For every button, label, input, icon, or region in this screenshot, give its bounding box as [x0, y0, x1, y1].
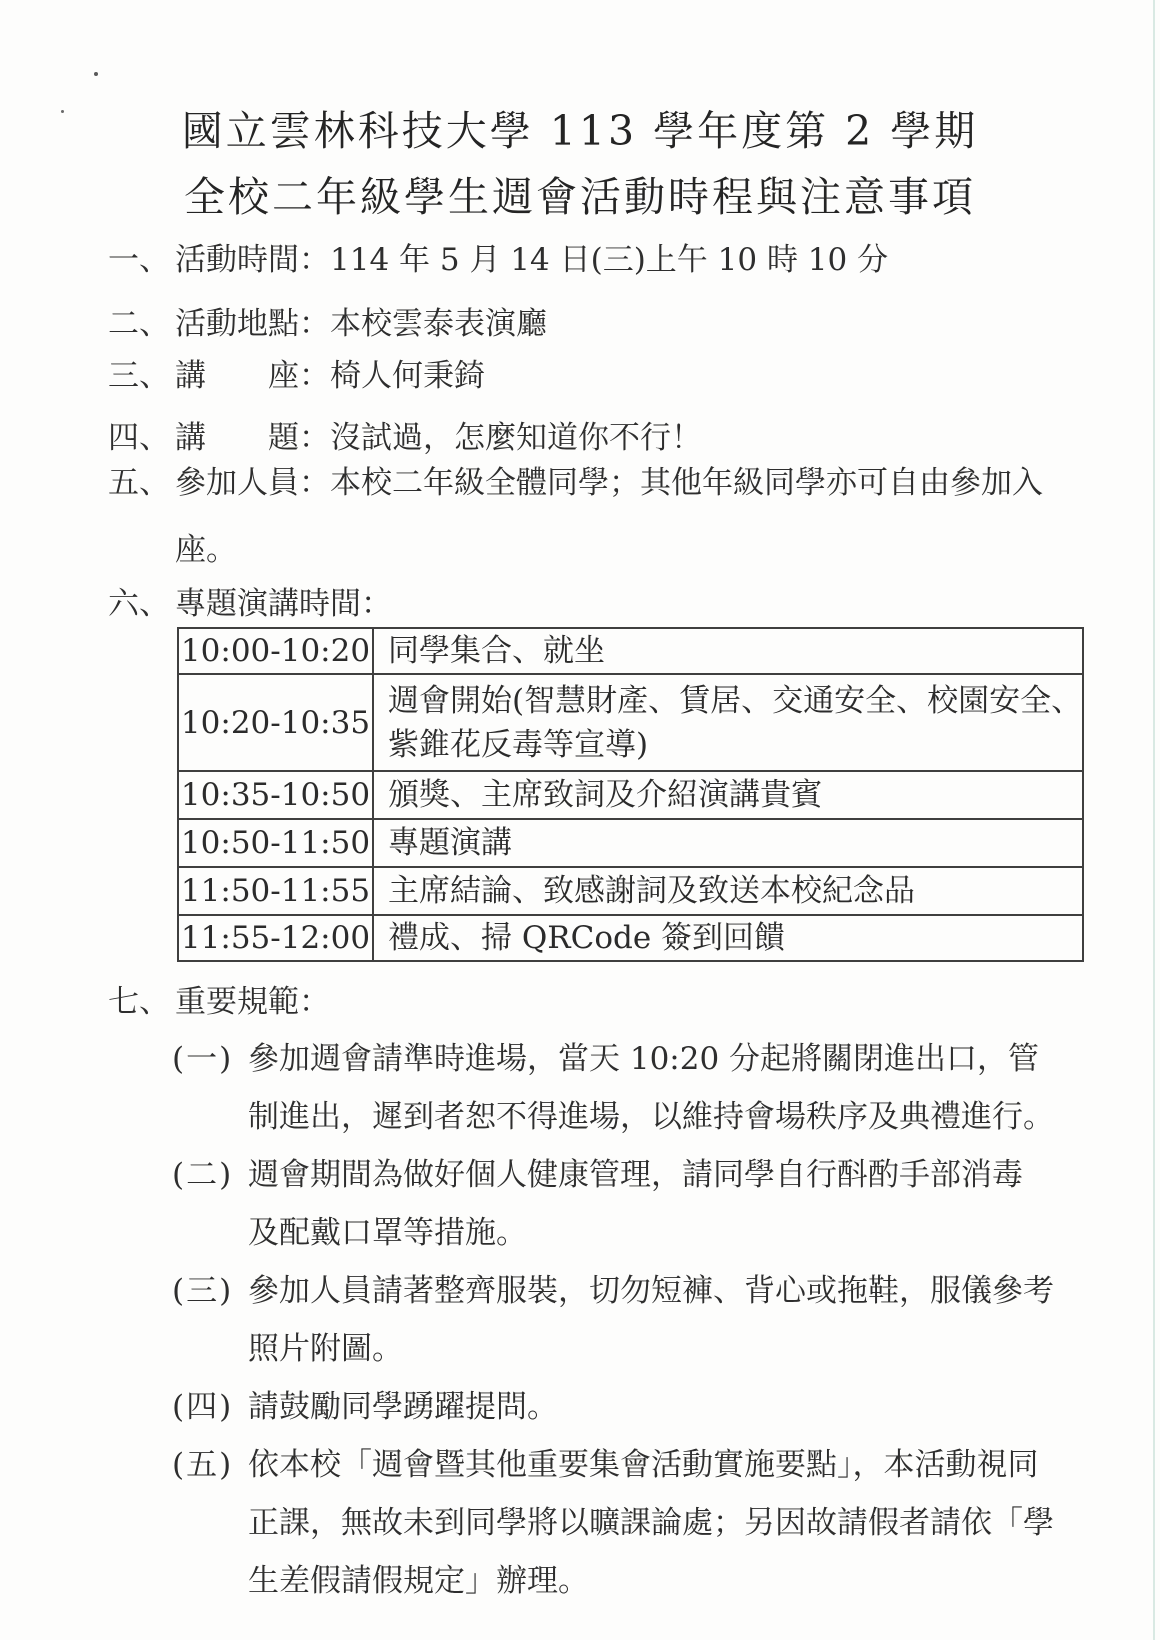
table-row	[178, 915, 1083, 961]
rule-text-line: 依本校「週會暨其他重要集會活動實施要點」，本活動視同	[248, 1447, 1039, 1483]
item-text: 活動時間：114 年 5 月 14 日(三)上午 10 時 10 分	[175, 242, 889, 278]
document-title	[0, 98, 1160, 230]
table-row	[178, 867, 1083, 915]
schedule-time: 10:35-10:50	[178, 771, 373, 819]
schedule-time: 11:55-12:00	[178, 915, 373, 961]
rule-item	[172, 1262, 1057, 1378]
schedule-desc: 同學集合、就坐	[373, 628, 1083, 674]
table-row	[178, 628, 1083, 674]
item-text: 專題演講時間：	[175, 586, 392, 622]
rule-item	[172, 1030, 1057, 1146]
title-line-2: 全校二年級學生週會活動時程與注意事項	[184, 173, 976, 221]
item-number: 二、	[108, 306, 170, 342]
rule-text-line: 請鼓勵同學踴躍提問。	[248, 1389, 558, 1425]
item-text-line: 座。	[175, 532, 237, 568]
item-participants	[108, 450, 1068, 584]
item-number: 五、	[108, 465, 170, 501]
rule-number: (四)	[172, 1389, 234, 1425]
item-text-line: 參加人員：本校二年級全體同學；其他年級同學亦可自由參加入	[175, 465, 1043, 501]
schedule-time: 10:50-11:50	[178, 819, 373, 867]
item-text: 講 座：椅人何秉錡	[175, 358, 485, 394]
schedule-time: 11:50-11:55	[178, 867, 373, 915]
rule-text-line: 週會期間為做好個人健康管理，請同學自行酙酌手部消毒	[248, 1157, 1023, 1193]
rule-text-line: 參加人員請著整齊服裝，切勿短褲、背心或拖鞋，服儀參考	[248, 1273, 1054, 1309]
rule-text-line: 生差假請假規定」辦理。	[248, 1563, 589, 1599]
item-number: 三、	[108, 358, 170, 394]
schedule-desc: 頒獎、主席致詞及介紹演講貴賓	[373, 771, 1083, 819]
rule-text-line: 制進出，遲到者恕不得進場，以維持會場秩序及典禮進行。	[248, 1099, 1054, 1135]
item-text: 重要規範：	[175, 984, 330, 1020]
rule-text-line: 照片附圖。	[248, 1331, 403, 1367]
item-activity-place	[108, 304, 1068, 344]
schedule-table	[177, 627, 1084, 962]
item-number: 七、	[108, 984, 170, 1020]
schedule-desc: 禮成、掃 QRCode 簽到回饋	[373, 915, 1083, 961]
item-rules-heading	[108, 982, 1068, 1022]
rules-list	[172, 1030, 1057, 1610]
table-row	[178, 674, 1083, 771]
item-text: 活動地點：本校雲泰表演廳	[175, 306, 547, 342]
rule-item	[172, 1146, 1057, 1262]
table-row	[178, 771, 1083, 819]
rule-item	[172, 1378, 1057, 1436]
schedule-time: 10:20-10:35	[178, 674, 373, 771]
rule-text-line: 參加週會請準時進場，當天 10:20 分起將關閉進出口，管	[248, 1041, 1040, 1077]
title-line-1: 國立雲林科技大學 113 學年度第 2 學期	[181, 107, 979, 155]
rule-text-line: 及配戴口罩等措施。	[248, 1215, 527, 1251]
schedule-desc: 主席結論、致感謝詞及致送本校紀念品	[373, 867, 1083, 915]
item-text: 講 題：沒試過，怎麼知道你不行！	[175, 420, 702, 456]
table-row	[178, 819, 1083, 867]
item-activity-time	[108, 240, 1068, 280]
schedule-desc: 週會開始(智慧財產、賃居、交通安全、校園安全、 紫錐花反毒等宣導)	[373, 674, 1083, 771]
scan-speck	[94, 72, 98, 76]
rule-number: (二)	[172, 1157, 234, 1193]
item-speaker	[108, 356, 1068, 396]
item-number: 四、	[108, 420, 170, 456]
rule-number: (三)	[172, 1273, 234, 1309]
item-number: 六、	[108, 586, 170, 622]
schedule-time: 10:00-10:20	[178, 628, 373, 674]
item-schedule-heading	[108, 584, 1068, 624]
rule-number: (五)	[172, 1447, 234, 1483]
item-number: 一、	[108, 242, 170, 278]
schedule-desc: 專題演講	[373, 819, 1083, 867]
rule-number: (一)	[172, 1041, 234, 1077]
rule-item	[172, 1436, 1057, 1610]
scanner-edge-artifact	[1153, 0, 1155, 1640]
rule-text-line: 正課，無故未到同學將以曠課論處；另因故請假者請依「學	[248, 1505, 1054, 1541]
